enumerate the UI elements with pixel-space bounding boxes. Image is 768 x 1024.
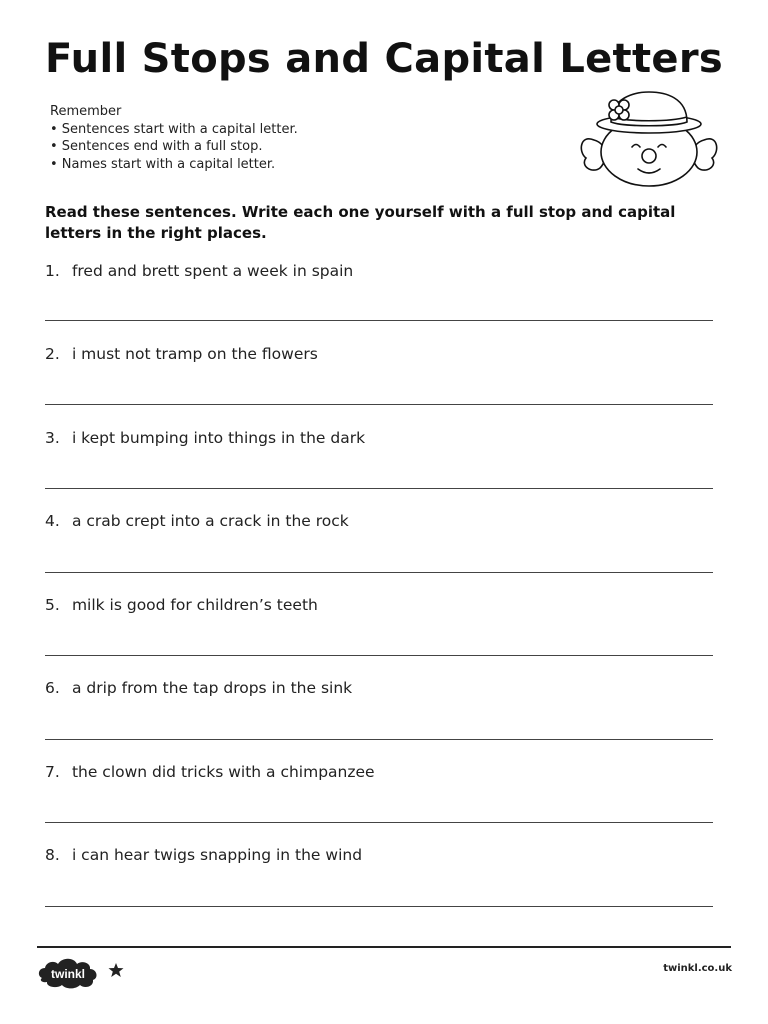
question-item (45, 429, 725, 447)
question-item (45, 679, 725, 697)
footer-divider (37, 946, 731, 948)
question-sentence: fred and brett spent a week in spain (71, 262, 354, 280)
question-item (45, 345, 725, 363)
question-sentence: a crab crept into a crack in the rock (71, 512, 349, 530)
answer-line[interactable] (45, 906, 713, 907)
question-sentence: i must not tramp on the flowers (71, 345, 318, 363)
question-item (45, 763, 725, 781)
question-sentence: milk is good for children’s teeth (71, 596, 318, 614)
question-sentence: a drip from the tap drops in the sink (71, 679, 353, 697)
logo-wordmark: twinkl (50, 967, 86, 981)
question-sentence: the clown did tricks with a chimpanzee (71, 763, 375, 781)
instructions: Read these sentences. Write each one yourself with a full stop and capital letters in the right places. (45, 203, 676, 242)
question-sentence: i can hear twigs snapping in the wind (71, 846, 363, 864)
remember-point: • Sentences start with a capital letter. (50, 121, 298, 137)
answer-line[interactable] (45, 572, 713, 573)
question-number: 3. (45, 429, 60, 447)
website-link[interactable]: twinkl.co.uk (663, 963, 732, 974)
remember-box (50, 103, 298, 173)
question-number: 8. (45, 846, 60, 864)
answer-line[interactable] (45, 822, 713, 823)
remember-point: • Names start with a capital letter. (50, 156, 276, 172)
twinkl-logo[interactable] (36, 954, 100, 990)
answer-line[interactable] (45, 404, 713, 405)
clown-face-icon (578, 90, 720, 190)
question-number: 4. (45, 512, 60, 530)
answer-line[interactable] (45, 739, 713, 740)
star-icon (108, 962, 124, 978)
answer-line[interactable] (45, 320, 713, 321)
question-item (45, 596, 725, 614)
question-item (45, 262, 725, 280)
question-number: 5. (45, 596, 60, 614)
question-item (45, 512, 725, 530)
question-number: 7. (45, 763, 60, 781)
remember-point: • Sentences end with a full stop. (50, 139, 263, 154)
question-number: 6. (45, 679, 60, 697)
answer-line[interactable] (45, 655, 713, 656)
page-title: Full Stops and Capital Letters (45, 36, 723, 82)
question-number: 2. (45, 345, 60, 363)
remember-heading: Remember (50, 104, 122, 119)
answer-line[interactable] (45, 488, 713, 489)
question-sentence: i kept bumping into things in the dark (71, 429, 366, 447)
question-number: 1. (45, 262, 60, 280)
question-item (45, 846, 725, 864)
